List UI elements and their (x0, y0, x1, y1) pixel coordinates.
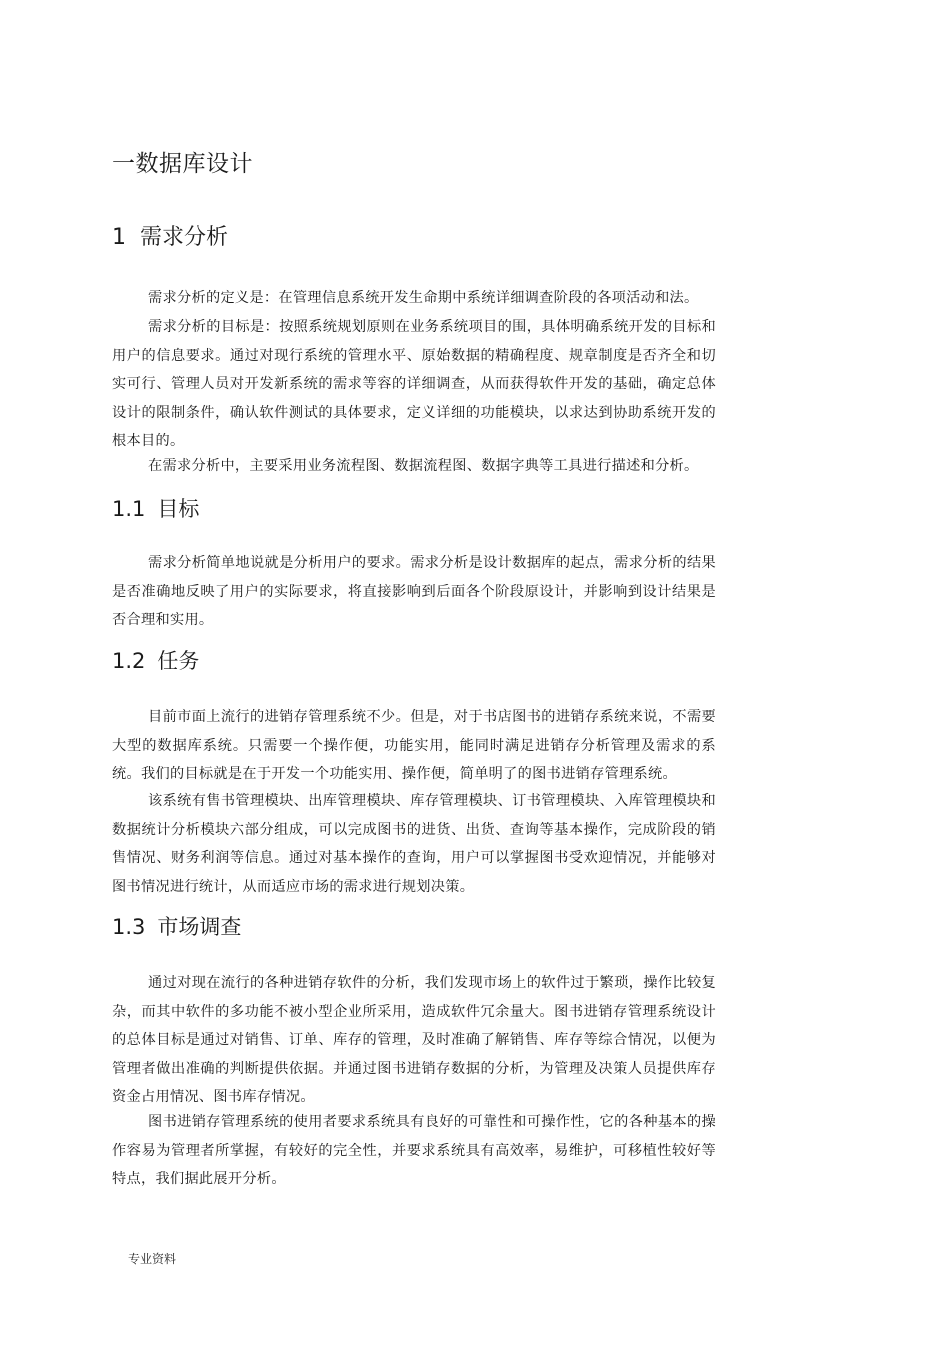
paragraph: 该系统有售书管理模块、出库管理模块、库存管理模块、订书管理模块、入库管理模块和数据统计分析模块六部分组成，可以完成图书的进货、出货、查询等基本操作，完成阶段的销售情况、财务利润等信息。通过对基本操作的查询，用户可以掌握图书受欢迎情况，并能够对图书情况进行统计，从而适应市场的需求进行规划决策。 (112, 793, 716, 895)
paragraph: 需求分析的目标是：按照系统规划原则在业务系统项目的围，具体明确系统开发的目标和用户的信息要求。通过对现行系统的管理水平、原始数据的精确程度、规章制度是否齐全和切实可行、管理人员对开发新系统的需求等容的详细调查，从而获得软件开发的基础，确定总体设计的限制条件，确认软件测试的具体要求，定义详细的功能模块，以求达到协助系统开发的根本目的。 (112, 319, 716, 449)
section-number: 1.1 (112, 497, 146, 521)
document-title: 一数据库设计 (112, 151, 253, 177)
section-heading-1-2 (112, 646, 199, 676)
section-title: 需求分析 (140, 225, 229, 250)
section-number: 1.2 (112, 649, 146, 673)
section-number: 1.3 (112, 915, 146, 939)
paragraph: 目前市面上流行的进销存管理系统不少。但是，对于书店图书的进销存系统来说，不需要大型的数据库系统。只需要一个操作便，功能实用，能同时满足进销存分析管理及需求的系统。我们的目标就是在于开发一个功能实用、操作便，简单明了的图书进销存管理系统。 (112, 709, 716, 782)
page-footer: 专业资料 (128, 1252, 177, 1266)
section-title: 目标 (157, 497, 200, 521)
section-heading-1-1 (112, 494, 199, 524)
paragraph: 需求分析的定义是：在管理信息系统开发生命期中系统详细调查阶段的各项活动和法。 (148, 290, 699, 306)
paragraph: 图书进销存管理系统的使用者要求系统具有良好的可靠性和可操作性，它的各种基本的操作容易为管理者所掌握，有较好的完全性，并要求系统具有高效率，易维护，可移植性较好等特点，我们据此展开分析。 (112, 1114, 716, 1187)
section-title: 市场调查 (157, 915, 242, 939)
paragraph: 通过对现在流行的各种进销存软件的分析，我们发现市场上的软件过于繁琐，操作比较复杂，而其中软件的多功能不被小型企业所采用，造成软件冗余量大。图书进销存管理系统设计的总体目标是通过对销售、订单、库存的管理，及时准确了解销售、库存等综合情况，以便为管理者做出准确的判断提供依据。并通过图书进销存数据的分析，为管理及决策人员提供库存资金占用情况、图书库存情况。 (112, 975, 716, 1105)
section-heading-1-3 (112, 912, 241, 942)
paragraph: 需求分析简单地说就是分析用户的要求。需求分析是设计数据库的起点，需求分析的结果是否准确地反映了用户的实际要求，将直接影响到后面各个阶段原设计，并影响到设计结果是否合理和实用。 (112, 555, 716, 628)
section-heading-1 (112, 223, 228, 253)
section-title: 任务 (157, 649, 200, 673)
section-number: 1 (112, 225, 126, 250)
paragraph: 在需求分析中，主要采用业务流程图、数据流程图、数据字典等工具进行描述和分析。 (148, 458, 699, 474)
